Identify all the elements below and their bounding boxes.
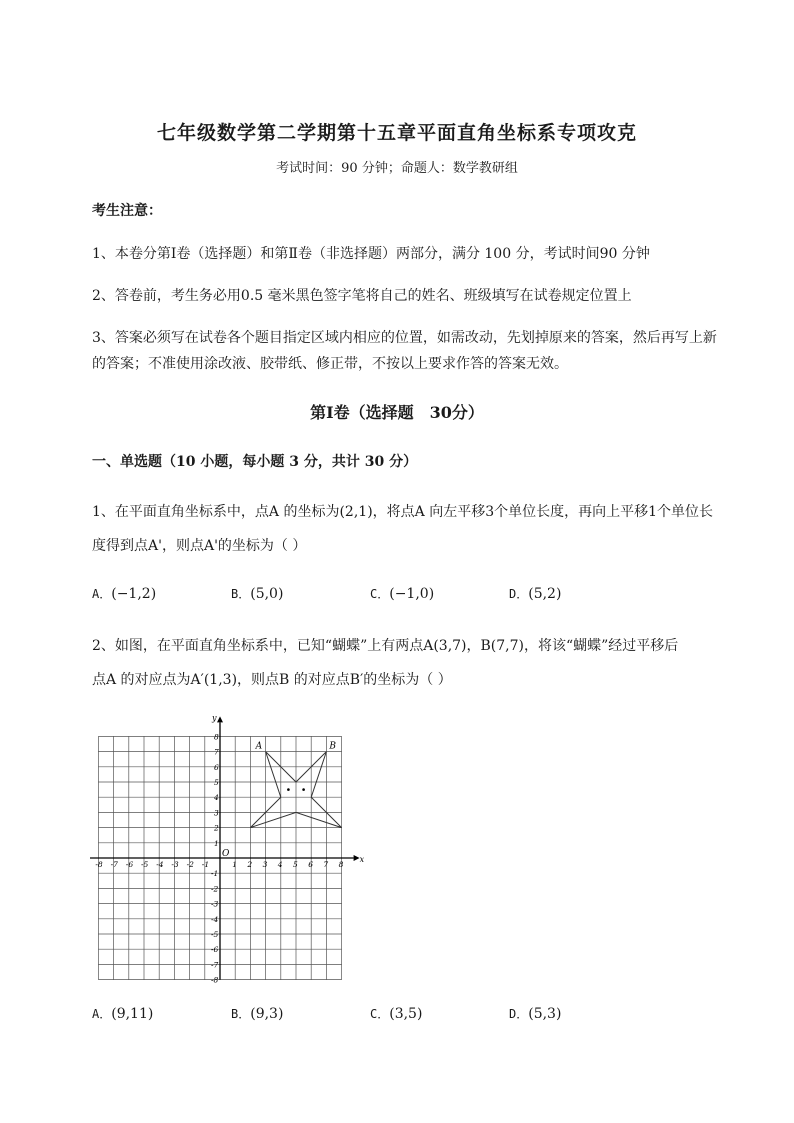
y-tick-label: -7 <box>211 960 219 970</box>
option-label: B． <box>231 587 251 601</box>
option-label: D． <box>509 587 529 601</box>
x-tick-label: 6 <box>308 860 313 869</box>
option-label: C． <box>370 587 390 601</box>
x-tick-label: -5 <box>141 860 149 869</box>
question-1-option-c[interactable] <box>370 585 434 602</box>
x-tick-label: 1 <box>232 860 237 869</box>
y-tick-label: -1 <box>211 869 219 879</box>
question-1-line-1: 1、在平面直角坐标系中，点A 的坐标为(2,1)，将点A 向左平移3个单位长度，再向上平移1个单位长 <box>92 504 714 520</box>
y-tick-label: 3 <box>214 808 219 818</box>
option-label: A． <box>92 1007 112 1021</box>
question-2-line-2: 点A 的对应点为A′(1,3)，则点B 的对应点B′的坐标为（ ） <box>92 672 452 688</box>
x-tick-label: 5 <box>293 860 298 869</box>
question-2-option-a[interactable] <box>92 1005 153 1022</box>
x-tick-label: -8 <box>95 860 103 869</box>
butterfly-dot <box>302 788 305 791</box>
y-tick-label: -3 <box>211 899 219 909</box>
notice-item-1: 1、本卷分第Ⅰ卷（选择题）和第Ⅱ卷（非选择题）两部分，满分 100 分，考试时间90 分钟 <box>92 246 650 262</box>
y-tick-label: -4 <box>211 914 219 924</box>
y-tick-label: 4 <box>214 793 219 803</box>
option-label: C． <box>370 1007 390 1021</box>
notice-item-3-cont: 的答案；不准使用涂改液、胶带纸、修正带，不按以上要求作答的答案无效。 <box>92 356 568 372</box>
option-text: (5,0) <box>250 586 284 602</box>
x-tick-label: 3 <box>262 860 268 869</box>
x-tick-label: 8 <box>338 860 344 869</box>
y-tick-label: 6 <box>214 762 219 772</box>
option-text: (−1,2) <box>111 586 157 602</box>
option-text: (5,3) <box>528 1006 562 1022</box>
question-1-option-b[interactable] <box>231 585 283 602</box>
question-2-option-c[interactable] <box>370 1005 422 1022</box>
origin-label: O <box>222 849 230 859</box>
y-tick-label: 7 <box>214 747 219 757</box>
option-label: D． <box>509 1007 529 1021</box>
y-axis-arrow <box>217 716 223 722</box>
option-label: B． <box>231 1007 251 1021</box>
question-1-option-a[interactable] <box>92 585 156 602</box>
question-1-option-d[interactable] <box>509 585 561 602</box>
point-a-label: A <box>255 741 263 752</box>
question-1-line-2: 度得到点A'，则点A'的坐标为（ ） <box>92 538 307 554</box>
y-tick-label: 2 <box>214 823 219 833</box>
x-tick-label: -4 <box>156 860 164 869</box>
y-tick-label: 8 <box>214 732 219 742</box>
page-title: 七年级数学第二学期第十五章平面直角坐标系专项攻克 <box>156 122 637 144</box>
section-title: 第Ⅰ卷（选择题 30分） <box>310 403 484 422</box>
notice-heading: 考生注意： <box>92 203 162 219</box>
option-label: A． <box>92 587 112 601</box>
exam-info: 考试时间：90 分钟；命题人：数学教研组 <box>276 161 518 176</box>
option-text: (5,2) <box>528 586 562 602</box>
x-tick-label: -2 <box>186 860 194 869</box>
x-axis-label: x <box>359 855 365 864</box>
y-tick-label: 5 <box>214 778 219 787</box>
x-tick-label: 7 <box>323 860 329 869</box>
y-tick-label: 1 <box>214 838 219 848</box>
y-tick-label: -8 <box>211 975 219 985</box>
x-tick-label: -7 <box>110 860 118 869</box>
question-2-option-d[interactable] <box>509 1005 561 1022</box>
question-2-option-b[interactable] <box>231 1005 283 1022</box>
notice-item-3: 3、答案必须写在试卷各个题目指定区域内相应的位置，如需改动，先划掉原来的答案，然后再写上新 <box>92 330 717 346</box>
butterfly-dot <box>287 788 290 791</box>
option-text: (9,3) <box>250 1006 284 1022</box>
subsection-title: 一、单选题（10 小题，每小题 3 分，共计 30 分） <box>92 454 418 470</box>
y-tick-label: -2 <box>211 884 219 894</box>
option-text: (9,11) <box>111 1006 154 1022</box>
y-axis-label: y <box>212 713 217 723</box>
x-tick-label: 2 <box>247 860 253 869</box>
coordinate-grid-figure <box>90 708 380 988</box>
notice-item-2: 2、答卷前，考生务必用0.5 毫米黑色签字笔将自己的姓名、班级填写在试卷规定位置上 <box>92 288 632 304</box>
x-tick-label: -3 <box>171 860 179 869</box>
option-text: (−1,0) <box>389 586 435 602</box>
x-tick-label: -6 <box>125 860 134 869</box>
x-tick-label: -1 <box>201 860 210 869</box>
y-tick-label: -5 <box>211 930 219 939</box>
y-tick-label: -6 <box>211 945 219 955</box>
question-2-line-1: 2、如图，在平面直角坐标系中，已知“蝴蝶”上有两点A(3,7)，B(7,7)，将该“蝴蝶”经过平移后 <box>92 638 679 654</box>
option-text: (3,5) <box>389 1006 423 1022</box>
x-tick-label: 4 <box>277 860 283 869</box>
point-b-label: B <box>329 741 337 752</box>
